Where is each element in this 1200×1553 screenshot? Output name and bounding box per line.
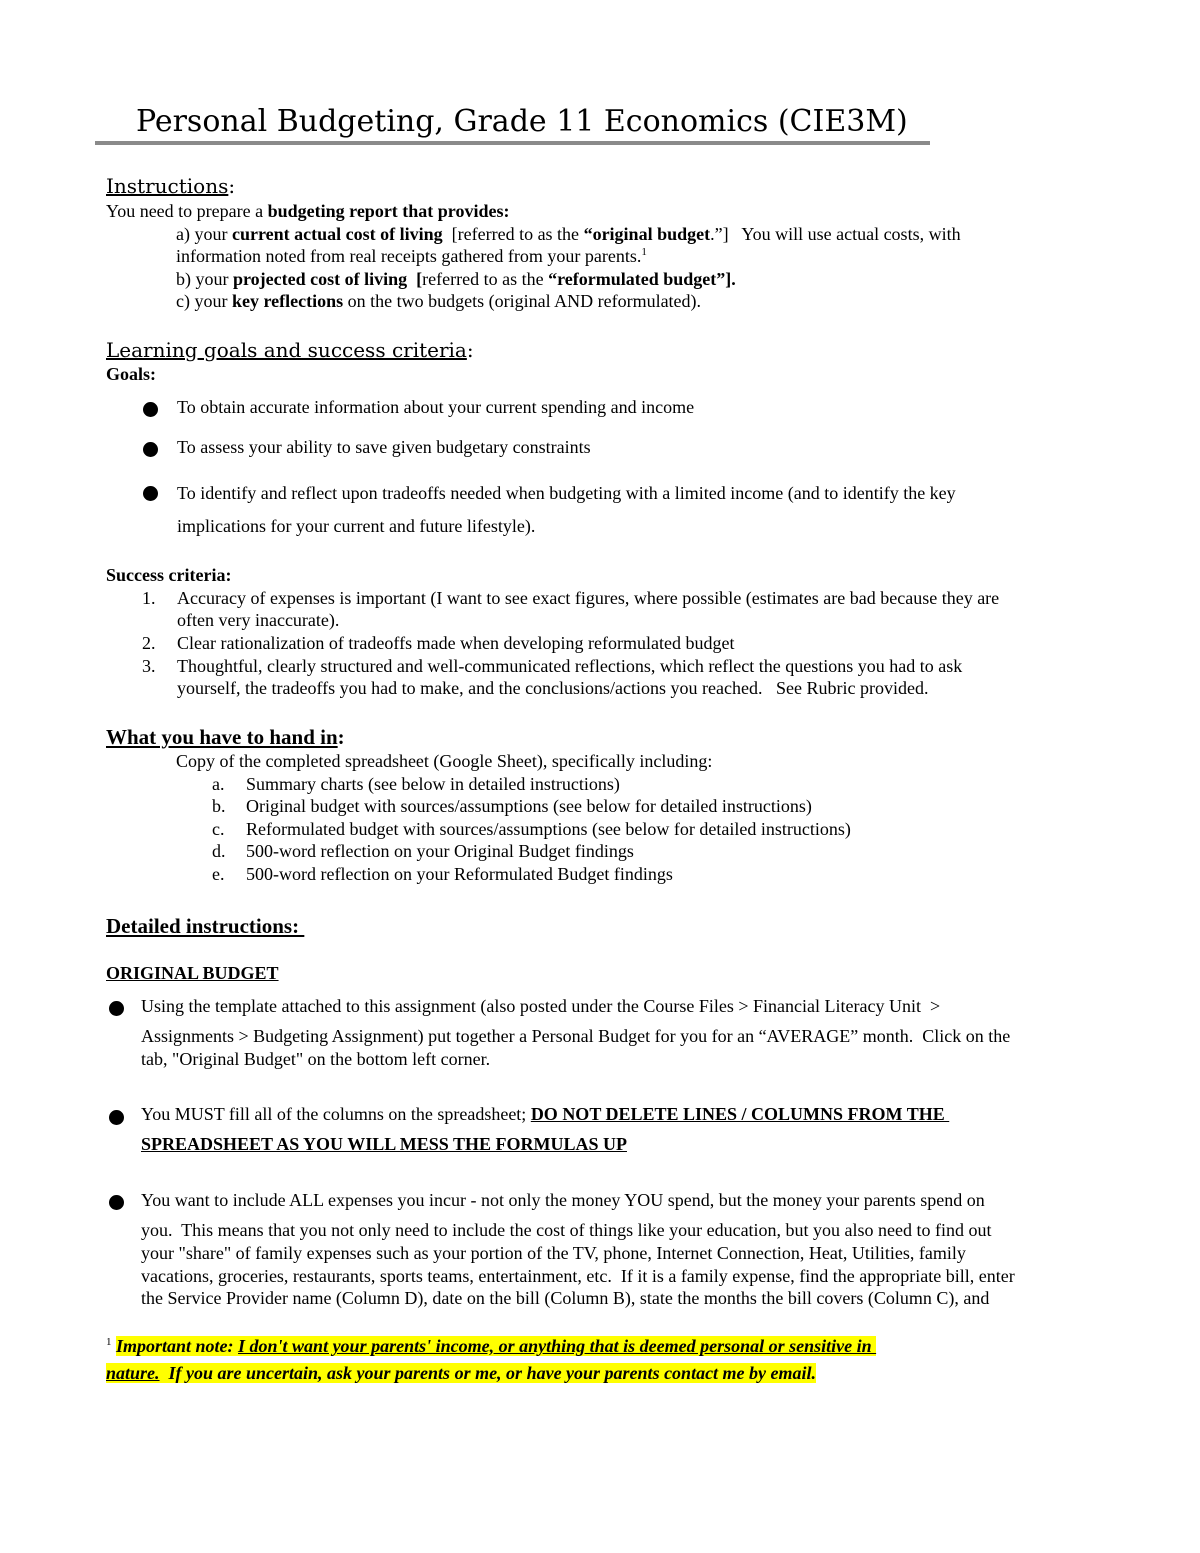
detail-item-1-continued: Assignments > Budgeting Assignment) put together a Personal Budget for you for an “AVERAGE” month. Click on the <box>141 1026 1011 1046</box>
instructions-item-a: a) your current actual cost of living [referred to as the “original budget.”] You will use actual costs, with <box>176 224 961 244</box>
handin-item: 500-word reflection on your Original Budget findings <box>246 841 634 861</box>
detail-item-3-continued: your "share" of family expenses such as your portion of the TV, phone, Internet Connection, Heat, Utilities, family <box>141 1243 966 1263</box>
footnote-label: Important note: <box>116 1336 234 1356</box>
detail-item-3-continued: you. This means that you not only need to include the cost of things like your education, but you also need to find out <box>141 1220 992 1240</box>
criteria-number: 1. <box>142 588 156 608</box>
bullet-icon <box>143 486 158 501</box>
bullet-icon <box>109 1195 124 1210</box>
handin-heading: What you have to hand in: <box>106 725 345 749</box>
detail-item-2: You MUST fill all of the columns on the spreadsheet; DO NOT DELETE LINES / COLUMNS FROM THE <box>141 1104 950 1124</box>
goal-item: To obtain accurate information about your current spending and income <box>177 397 695 417</box>
handin-letter: b. <box>212 796 226 816</box>
bullet-icon <box>143 442 158 457</box>
instructions-heading: Instructions: <box>106 174 236 198</box>
criteria-item: Thoughtful, clearly structured and well-communicated reflections, which reflect the questions you had to ask <box>177 656 963 676</box>
detail-item-3: You want to include ALL expenses you incur - not only the money YOU spend, but the money your parents spend on <box>141 1190 985 1210</box>
footnote-reference[interactable]: 1 <box>641 246 647 258</box>
criteria-item-continued: often very inaccurate). <box>177 610 340 630</box>
handin-letter: d. <box>212 841 226 861</box>
footnote: $^1$ Important note: I don't want your parents' income, or anything that is deemed personal or sensitive in <box>106 1336 877 1356</box>
handin-letter: c. <box>212 819 225 839</box>
detailed-heading: Detailed instructions: <box>106 914 305 938</box>
original-budget-heading: ORIGINAL BUDGET <box>106 963 279 983</box>
handin-item: Summary charts (see below in detailed instructions) <box>246 774 620 794</box>
title-rule <box>95 141 930 145</box>
detail-item-3-continued: the Service Provider name (Column D), date on the bill (Column B), state the months the bill covers (Column C), and <box>141 1288 990 1308</box>
instructions-item-b: b) your projected cost of living [referred to as the “reformulated budget”]. <box>176 269 736 289</box>
criteria-number: 2. <box>142 633 156 653</box>
instructions-item-a-line2: information noted from real receipts gathered from your parents.$^1$ <box>176 246 647 266</box>
instructions-intro: You need to prepare a budgeting report that provides: <box>106 201 510 221</box>
detail-item-3-continued: vacations, groceries, restaurants, sports teams, entertainment, etc. If it is a family expense, find the appropriate bill, enter <box>141 1266 1015 1286</box>
success-label: Success criteria: <box>106 565 232 585</box>
bullet-icon <box>109 1110 124 1125</box>
handin-letter: a. <box>212 774 225 794</box>
goal-item-continued: implications for your current and future lifestyle). <box>177 516 536 536</box>
goals-label: Goals: <box>106 364 157 384</box>
footnote-marker: 1 <box>106 1336 112 1348</box>
learning-heading: Learning goals and success criteria: <box>106 338 474 362</box>
detail-item-1: Using the template attached to this assignment (also posted under the Course Files > Financial Literacy Unit > <box>141 996 941 1016</box>
criteria-item: Clear rationalization of tradeoffs made when developing reformulated budget <box>177 633 735 653</box>
criteria-number: 3. <box>142 656 156 676</box>
goal-item: To identify and reflect upon tradeoffs needed when budgeting with a limited income (and to identify the key <box>177 483 956 503</box>
footnote-continued: nature. If you are uncertain, ask your parents or me, or have your parents contact me by email. <box>106 1363 817 1383</box>
instructions-item-c: c) your key reflections on the two budgets (original AND reformulated). <box>176 291 702 311</box>
bullet-icon <box>109 1001 124 1016</box>
detail-item-1-continued: tab, "Original Budget" on the bottom left corner. <box>141 1049 491 1069</box>
handin-item: Reformulated budget with sources/assumptions (see below for detailed instructions) <box>246 819 851 839</box>
bullet-icon <box>143 402 158 417</box>
page-title: Personal Budgeting, Grade 11 Economics (CIE3M) <box>136 104 908 139</box>
goal-item: To assess your ability to save given budgetary constraints <box>177 437 591 457</box>
handin-letter: e. <box>212 864 225 884</box>
criteria-item: Accuracy of expenses is important (I want to see exact figures, where possible (estimates are bad because they are <box>177 588 1000 608</box>
handin-item: Original budget with sources/assumptions (see below for detailed instructions) <box>246 796 812 816</box>
criteria-item-continued: yourself, the tradeoffs you had to make, and the conclusions/actions you reached. See Rubric provided. <box>177 678 929 698</box>
detail-item-2-continued: SPREADSHEET AS YOU WILL MESS THE FORMULAS UP <box>141 1134 627 1154</box>
handin-item: 500-word reflection on your Reformulated Budget findings <box>246 864 673 884</box>
handin-intro: Copy of the completed spreadsheet (Google Sheet), specifically including: <box>176 751 713 771</box>
